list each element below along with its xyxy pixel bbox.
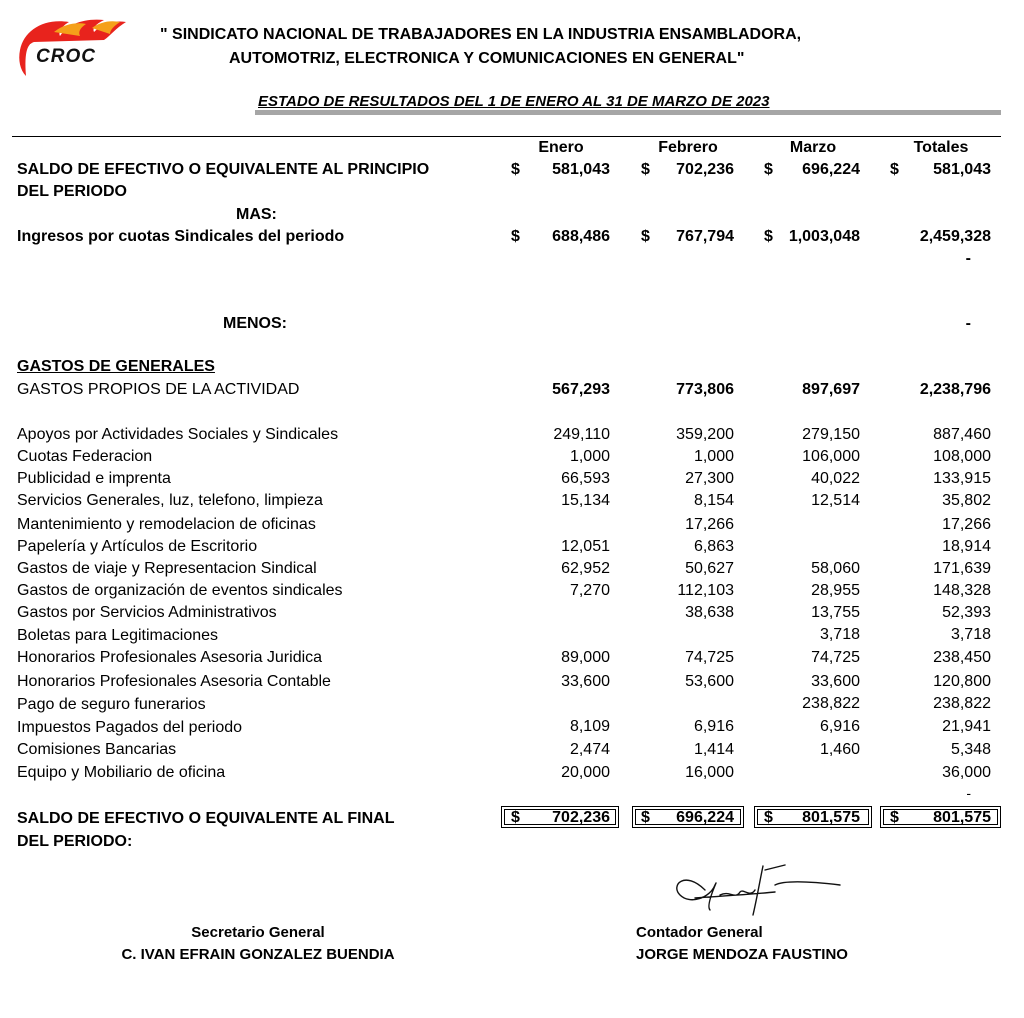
expense-totales: 35,802 bbox=[942, 492, 991, 509]
expense-marzo: 238,822 bbox=[802, 695, 860, 712]
expense-enero: 12,051 bbox=[561, 538, 610, 555]
expense-totales: 17,266 bbox=[942, 516, 991, 533]
expense-label: Papelería y Artículos de Escritorio bbox=[17, 538, 258, 555]
currency-symbol: $ bbox=[890, 809, 899, 826]
expense-enero: 66,593 bbox=[561, 470, 610, 487]
income-dash: - bbox=[965, 250, 971, 267]
expense-febrero: 27,300 bbox=[685, 470, 734, 487]
gastos-propios-febrero: 773,806 bbox=[676, 381, 734, 398]
expense-totales: 36,000 bbox=[942, 764, 991, 781]
expenses-dash: - bbox=[966, 785, 971, 801]
currency-symbol: $ bbox=[641, 161, 650, 178]
closing-value-enero: 702,236 bbox=[552, 809, 610, 826]
currency-symbol: $ bbox=[511, 228, 520, 245]
closing-value-febrero: 696,224 bbox=[676, 809, 734, 826]
expense-totales: 238,450 bbox=[933, 649, 991, 666]
expense-totales: 148,328 bbox=[933, 582, 991, 599]
expense-febrero: 1,414 bbox=[693, 741, 734, 758]
expense-label: Honorarios Profesionales Asesoria Juridica bbox=[17, 649, 323, 666]
income-value-enero: 688,486 bbox=[552, 228, 610, 245]
logo-text: CROC bbox=[36, 46, 96, 67]
org-title-line1: " SINDICATO NACIONAL DE TRABAJADORES EN LA INDUSTRIA ENSAMBLADORA, bbox=[160, 26, 802, 43]
expense-label: Boletas para Legitimaciones bbox=[17, 627, 219, 644]
expense-febrero: 112,103 bbox=[677, 582, 734, 599]
expense-totales: 108,000 bbox=[933, 448, 991, 465]
income-value-marzo: 1,003,048 bbox=[788, 228, 860, 245]
expense-enero: 20,000 bbox=[561, 764, 610, 781]
expense-totales: 21,941 bbox=[942, 718, 991, 735]
expense-febrero: 6,863 bbox=[693, 538, 734, 555]
opening-value-enero: 581,043 bbox=[552, 161, 610, 178]
opening-label-line1: SALDO DE EFECTIVO O EQUIVALENTE AL PRINCIPIO bbox=[17, 161, 430, 178]
expense-marzo: 3,718 bbox=[819, 626, 860, 643]
opening-value-totales: 581,043 bbox=[933, 161, 991, 178]
currency-symbol: $ bbox=[511, 809, 520, 826]
expense-label: Gastos de organización de eventos sindicales bbox=[17, 582, 343, 599]
expense-febrero: 38,638 bbox=[685, 604, 734, 621]
expense-totales: 887,460 bbox=[933, 426, 991, 443]
gastos-propios-totales: 2,238,796 bbox=[919, 381, 991, 398]
expense-label: Gastos de viaje y Representacion Sindical bbox=[17, 560, 317, 577]
expense-enero: 249,110 bbox=[553, 426, 610, 443]
mas-label: MAS: bbox=[236, 206, 277, 223]
expense-totales: 120,800 bbox=[933, 673, 991, 690]
expense-label: Servicios Generales, luz, telefono, limpieza bbox=[17, 492, 323, 509]
col-header-totales: Totales bbox=[913, 139, 969, 156]
expense-label: Equipo y Mobiliario de oficina bbox=[17, 764, 226, 781]
org-title-line2: AUTOMOTRIZ, ELECTRONICA Y COMUNICACIONES EN GENERAL" bbox=[229, 50, 745, 67]
currency-symbol: $ bbox=[764, 809, 773, 826]
header-black-rule bbox=[12, 136, 1001, 137]
expense-label: Impuestos Pagados del periodo bbox=[17, 719, 243, 736]
currency-symbol: $ bbox=[764, 161, 773, 178]
expense-febrero: 8,154 bbox=[693, 492, 734, 509]
currency-symbol: $ bbox=[641, 228, 650, 245]
expense-enero: 15,134 bbox=[561, 492, 610, 509]
opening-value-marzo: 696,224 bbox=[802, 161, 860, 178]
expense-febrero: 1,000 bbox=[693, 448, 734, 465]
expense-enero: 89,000 bbox=[561, 649, 610, 666]
expense-marzo: 28,955 bbox=[811, 582, 860, 599]
expense-marzo: 13,755 bbox=[811, 604, 860, 621]
expense-enero: 62,952 bbox=[561, 560, 610, 577]
expense-febrero: 50,627 bbox=[685, 560, 734, 577]
expense-febrero: 16,000 bbox=[685, 764, 734, 781]
expense-totales: 238,822 bbox=[933, 695, 991, 712]
menos-label: MENOS: bbox=[223, 315, 287, 332]
right-signature-name: JORGE MENDOZA FAUSTINO bbox=[636, 946, 848, 963]
header-gray-rule bbox=[255, 110, 1001, 115]
income-value-febrero: 767,794 bbox=[676, 228, 734, 245]
gastos-propios-enero: 567,293 bbox=[552, 381, 610, 398]
expense-febrero: 53,600 bbox=[685, 673, 734, 690]
expense-enero: 1,000 bbox=[569, 448, 610, 465]
opening-value-febrero: 702,236 bbox=[676, 161, 734, 178]
expense-febrero: 74,725 bbox=[685, 649, 734, 666]
expense-marzo: 1,460 bbox=[819, 741, 860, 758]
expense-label: Cuotas Federacion bbox=[17, 448, 153, 465]
closing-value-marzo: 801,575 bbox=[802, 809, 860, 826]
expense-marzo: 6,916 bbox=[819, 718, 860, 735]
income-value-totales: 2,459,328 bbox=[919, 228, 991, 245]
expense-label: Apoyos por Actividades Sociales y Sindicales bbox=[17, 426, 339, 443]
currency-symbol: $ bbox=[764, 228, 773, 245]
expense-marzo: 279,150 bbox=[802, 426, 860, 443]
closing-label-line1: SALDO DE EFECTIVO O EQUIVALENTE AL FINAL bbox=[17, 810, 395, 827]
expense-febrero: 17,266 bbox=[685, 516, 734, 533]
menos-dash: - bbox=[965, 315, 971, 332]
expense-totales: 18,914 bbox=[942, 538, 991, 555]
col-header-febrero: Febrero bbox=[658, 139, 718, 156]
expense-label: Gastos por Servicios Administrativos bbox=[17, 604, 277, 621]
expense-label: Comisiones Bancarias bbox=[17, 741, 177, 758]
closing-value-totales: 801,575 bbox=[933, 809, 991, 826]
currency-symbol: $ bbox=[511, 161, 520, 178]
currency-symbol: $ bbox=[641, 809, 650, 826]
opening-label-line2: DEL PERIODO bbox=[17, 183, 127, 200]
expense-marzo: 33,600 bbox=[811, 673, 860, 690]
expense-totales: 133,915 bbox=[933, 470, 991, 487]
report-subtitle: ESTADO DE RESULTADOS DEL 1 DE ENERO AL 31 DE MARZO DE 2023 bbox=[258, 93, 770, 110]
expense-enero: 2,474 bbox=[569, 741, 610, 758]
expense-febrero: 359,200 bbox=[676, 426, 734, 443]
expense-enero: 7,270 bbox=[569, 582, 610, 599]
expense-label: Publicidad e imprenta bbox=[17, 470, 171, 487]
col-header-marzo: Marzo bbox=[789, 139, 837, 156]
expense-enero: 33,600 bbox=[561, 673, 610, 690]
left-signature-title: Secretario General bbox=[191, 924, 325, 941]
col-header-enero: Enero bbox=[538, 139, 584, 156]
gastos-heading: GASTOS DE GENERALES bbox=[17, 358, 215, 375]
expense-label: Honorarios Profesionales Asesoria Contable bbox=[17, 673, 331, 690]
right-signature-title: Contador General bbox=[636, 924, 763, 941]
expense-febrero: 6,916 bbox=[693, 718, 734, 735]
expense-marzo: 106,000 bbox=[802, 448, 860, 465]
gastos-propios-marzo: 897,697 bbox=[802, 381, 860, 398]
expense-label: Mantenimiento y remodelacion de oficinas bbox=[17, 516, 316, 533]
expense-enero: 8,109 bbox=[569, 718, 610, 735]
currency-symbol: $ bbox=[890, 161, 899, 178]
expense-marzo: 58,060 bbox=[811, 560, 860, 577]
income-label: Ingresos por cuotas Sindicales del periodo bbox=[17, 228, 345, 245]
expense-label: Pago de seguro funerarios bbox=[17, 696, 206, 713]
expense-marzo: 40,022 bbox=[811, 470, 860, 487]
left-signature-name: C. IVAN EFRAIN GONZALEZ BUENDIA bbox=[121, 946, 395, 963]
closing-label-line2: DEL PERIODO: bbox=[17, 833, 133, 850]
croc-logo bbox=[14, 10, 132, 82]
expense-marzo: 12,514 bbox=[811, 492, 860, 509]
gastos-propios-label: GASTOS PROPIOS DE LA ACTIVIDAD bbox=[17, 381, 300, 398]
handwritten-signature bbox=[665, 860, 845, 920]
expense-totales: 3,718 bbox=[950, 626, 991, 643]
expense-totales: 171,639 bbox=[933, 560, 991, 577]
expense-marzo: 74,725 bbox=[811, 649, 860, 666]
expense-totales: 5,348 bbox=[950, 741, 991, 758]
expense-totales: 52,393 bbox=[942, 604, 991, 621]
